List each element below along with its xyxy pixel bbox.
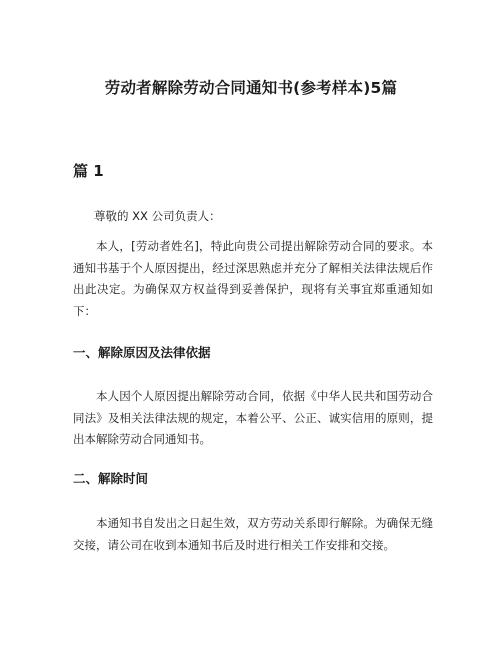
heading-termination-time: 二、解除时间 (73, 471, 149, 486)
section-title: 篇 1 (73, 162, 104, 180)
heading-reason-and-legal-basis: 一、解除原因及法律依据 (73, 345, 211, 360)
intro-paragraph: 本人，[劳动者姓名]，特此向贵公司提出解除劳动合同的要求。本通知书基于个人原因提出，经过深思熟虑并充分了解相关法律法规后作出此决定。为确保双方权益得到妥善保护，现将有关事宜郑重通知如下： (73, 239, 433, 318)
salutation: 尊敬的 XX 公司负责人： (94, 209, 221, 223)
document-title: 劳动者解除劳动合同通知书(参考样本)5篇 (104, 79, 398, 97)
termination-time-paragraph: 本通知书自发出之日起生效，双方劳动关系即行解除。为确保无缝交接，请公司在收到本通知书后及时进行相关工作安排和交接。 (73, 516, 433, 552)
reason-paragraph: 本人因个人原因提出解除劳动合同，依据《中华人民共和国劳动合同法》及相关法律法规的规定，本着公平、公正、诚实信用的原则，提出本解除劳动合同通知书。 (73, 389, 433, 446)
